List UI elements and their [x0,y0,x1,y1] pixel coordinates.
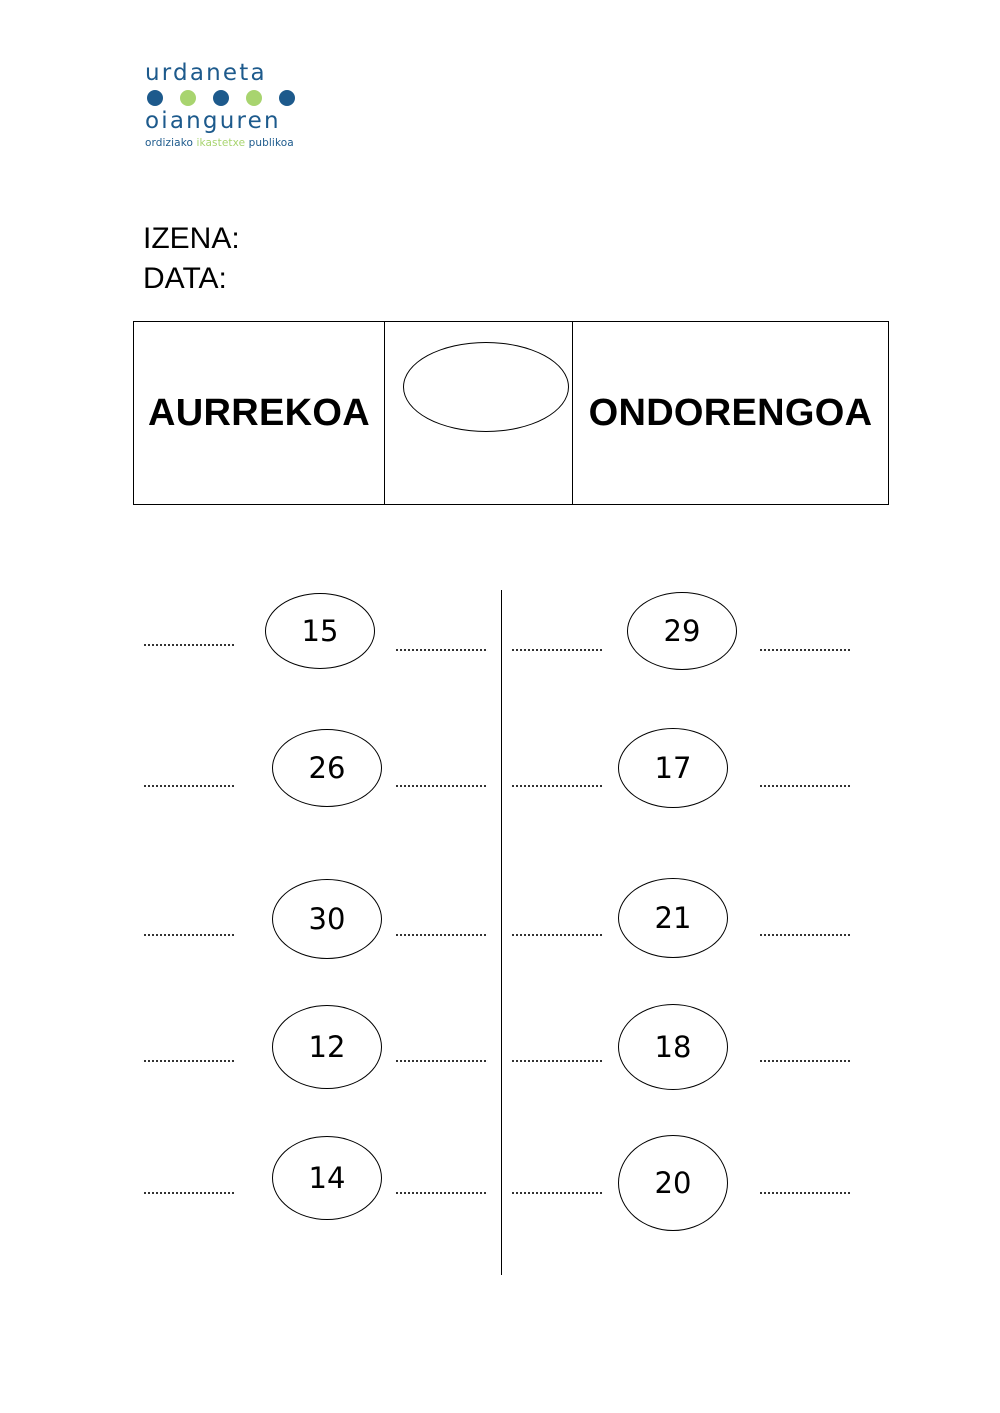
answer-blank-before[interactable] [512,785,602,787]
answer-blank-before[interactable] [512,649,602,651]
logo-sub-part-1: ordiziako [145,137,194,149]
logo-dot-icon [246,90,262,106]
logo-line-1: urdaneta [145,60,267,86]
after-title: ONDORENGOA [588,391,873,434]
answer-blank-after[interactable] [396,785,486,787]
answer-blank-before[interactable] [144,1060,234,1062]
answer-blank-after[interactable] [396,1060,486,1062]
number-oval: 17 [618,728,728,808]
logo-sub-part-2: ikastetxe [196,137,246,149]
logo-dot-icon [180,90,196,106]
logo-dots [147,90,305,106]
logo-sub-part-3: publikoa [248,137,294,149]
answer-blank-before[interactable] [512,934,602,936]
number-oval: 30 [272,879,382,959]
answer-blank-before[interactable] [144,644,234,646]
number-oval: 15 [265,593,375,669]
answer-blank-after[interactable] [760,1192,850,1194]
number-oval: 26 [272,729,382,807]
header-cell-after [573,322,888,504]
number-oval: 21 [618,878,728,958]
answer-blank-after[interactable] [760,785,850,787]
answer-blank-before[interactable] [144,1192,234,1194]
number-oval: 14 [272,1136,382,1220]
answer-blank-before[interactable] [144,934,234,936]
logo-dot-icon [147,90,163,106]
answer-blank-before[interactable] [144,785,234,787]
date-label: DATA: [143,262,227,295]
logo-subtitle [145,137,305,149]
answer-blank-after[interactable] [396,1192,486,1194]
number-oval: 12 [272,1005,382,1089]
answer-blank-before[interactable] [512,1192,602,1194]
header-cell-center [385,322,573,504]
header-cell-before [134,322,385,504]
name-label: IZENA: [143,222,240,255]
answer-blank-after[interactable] [396,649,486,651]
header-oval [403,342,569,432]
number-oval: 29 [627,592,737,670]
logo-dot-icon [213,90,229,106]
answer-blank-after[interactable] [760,934,850,936]
answer-blank-after[interactable] [396,934,486,936]
school-logo [145,60,305,149]
answer-blank-after[interactable] [760,1060,850,1062]
answer-blank-after[interactable] [760,649,850,651]
answer-blank-before[interactable] [512,1060,602,1062]
number-oval: 20 [618,1135,728,1231]
column-divider [501,590,502,1275]
logo-dot-icon [279,90,295,106]
before-title: AURREKOA [148,391,370,434]
number-oval: 18 [618,1004,728,1090]
header-table [133,321,889,505]
logo-line-2: oianguren [145,108,281,134]
